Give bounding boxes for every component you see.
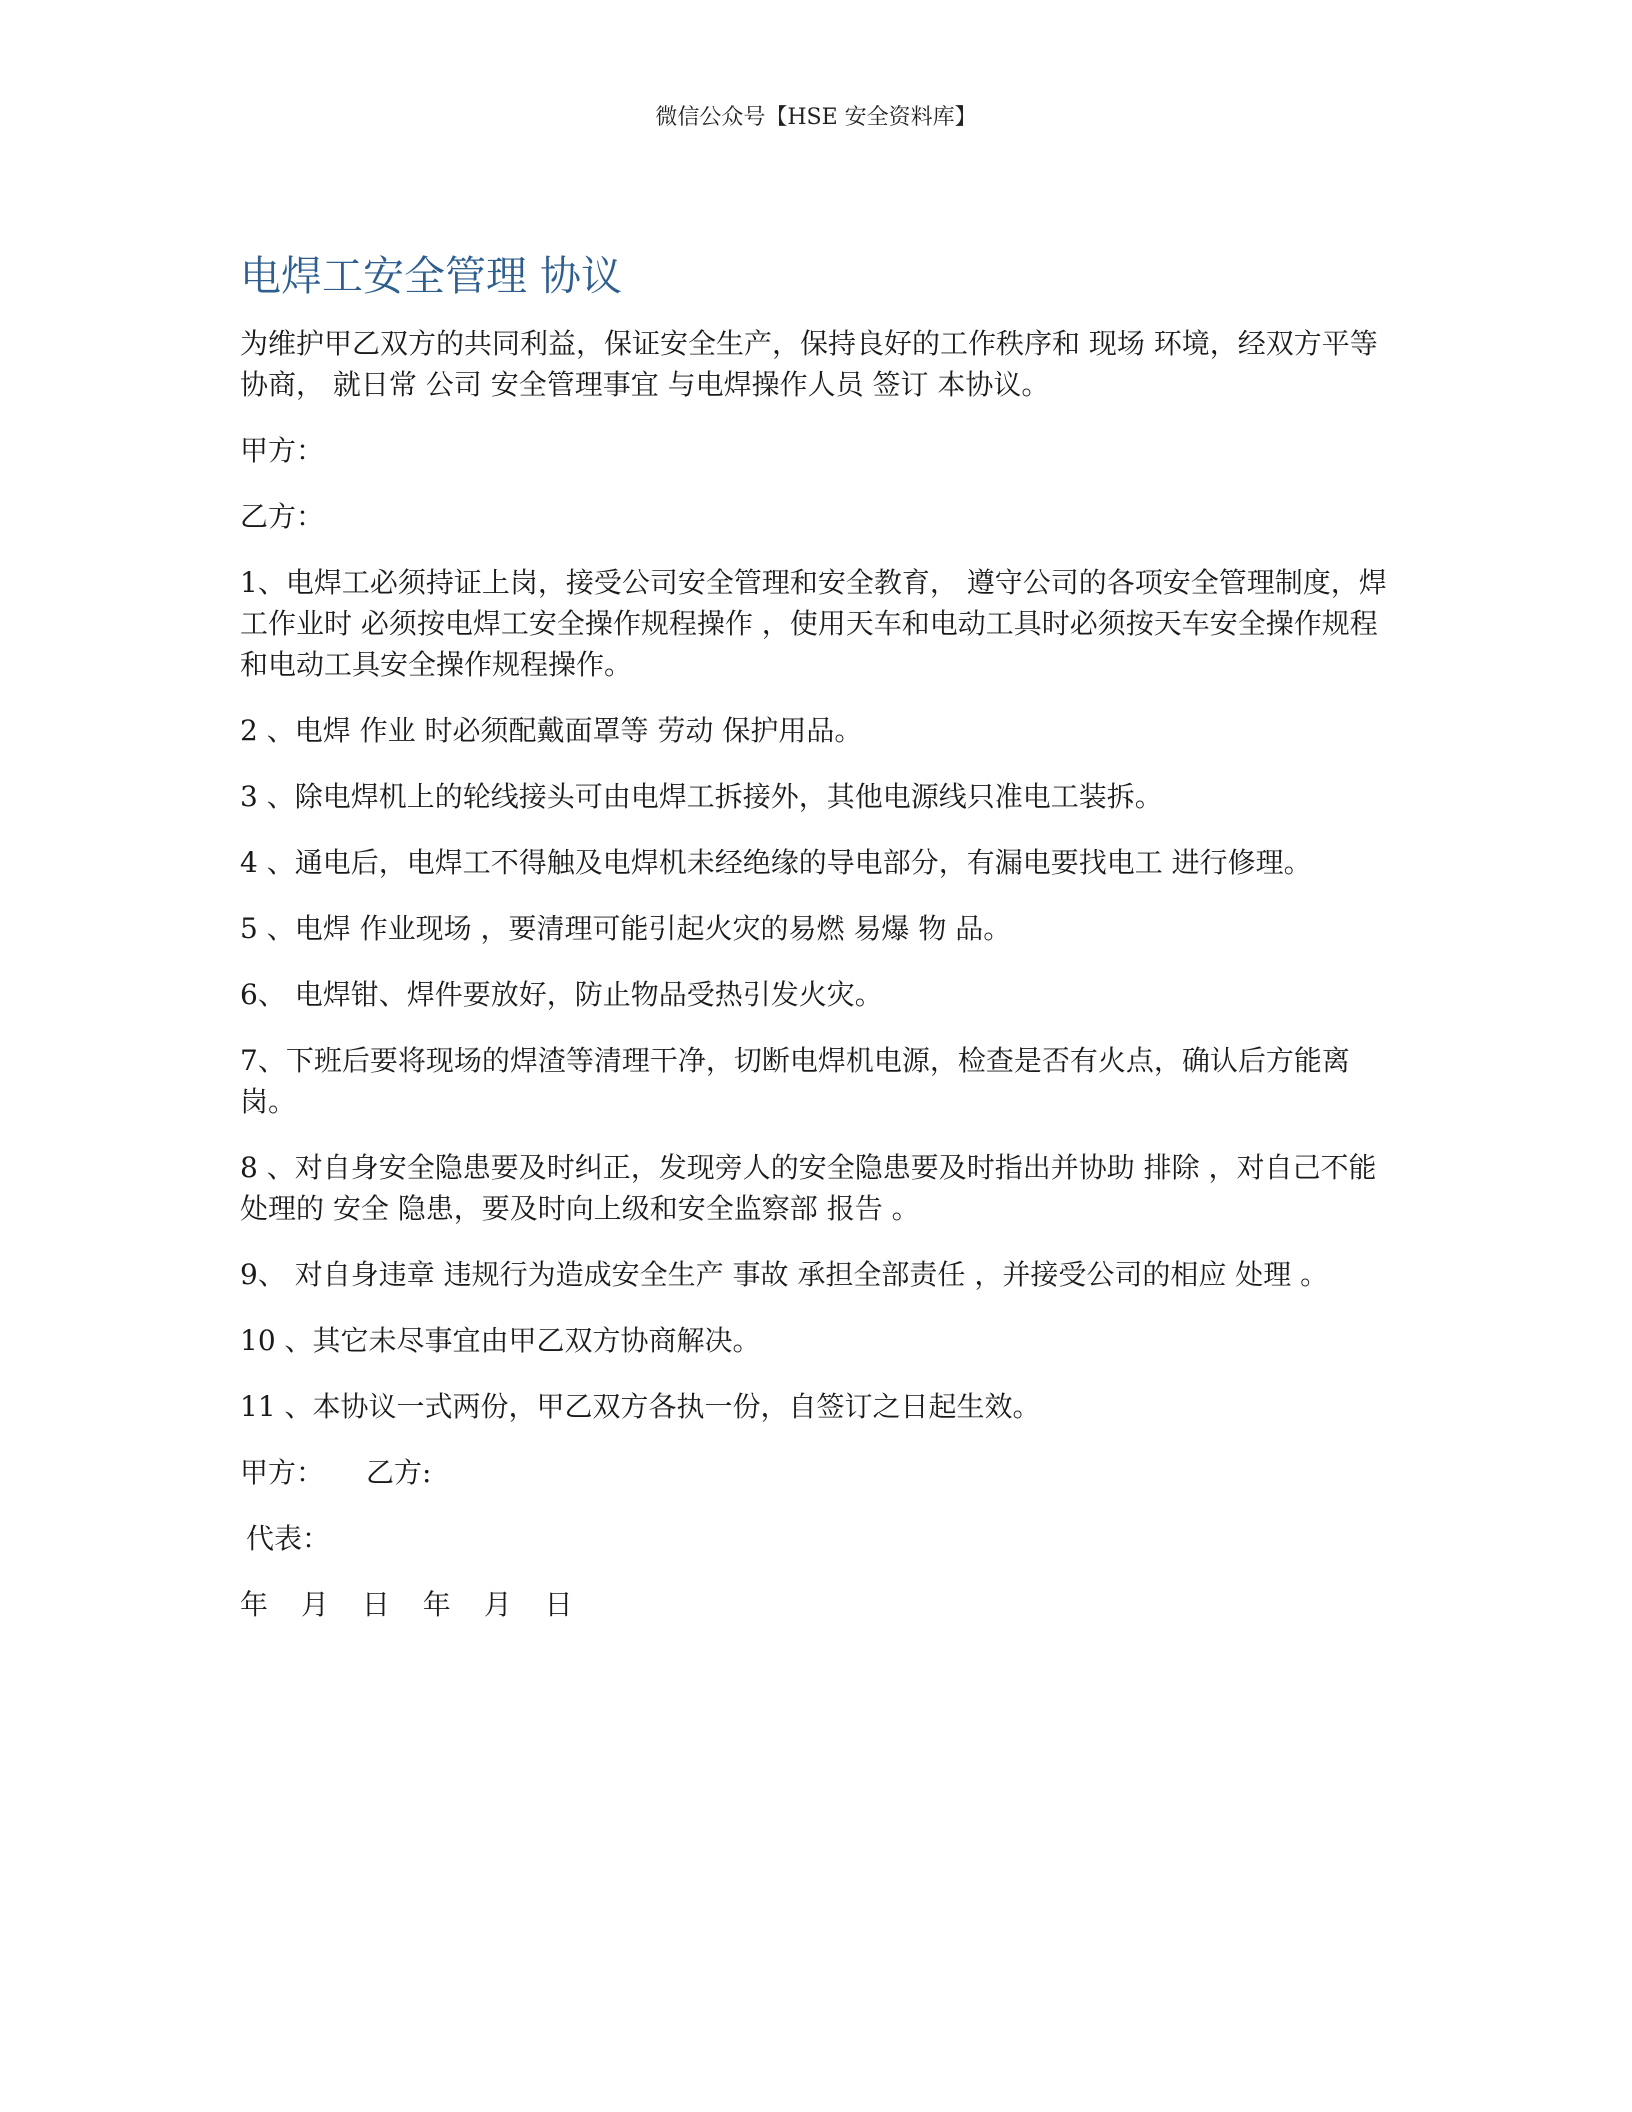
clause-6: 6、 电焊钳、焊件要放好，防止物品受热引发火灾。 bbox=[240, 978, 883, 1012]
clause-10: 10 、其它未尽事宜由甲乙双方协商解决。 bbox=[240, 1324, 761, 1358]
clause-11: 11 、本协议一式两份，甲乙双方各执一份，自签订之日起生效。 bbox=[240, 1390, 1041, 1424]
clause-1: 1、电焊工必须持证上岗，接受公司安全管理和安全教育， 遵守公司的各项安全管理制度，焊工作业时 必须按电焊工安全操作规程操作 ，使用天车和电动工具时必须按天车安全操作规程和电动工具安全操作规程操作。 bbox=[240, 566, 1387, 682]
clause-9: 9、 对自身违章 违规行为造成安全生产 事故 承担全部责任 ，并接受公司的相应 处理 。 bbox=[240, 1258, 1329, 1292]
date-year-b: 年 bbox=[422, 1588, 451, 1622]
clause-5: 5 、电焊 作业现场 ，要清理可能引起火灾的易燃 易爆 物 品。 bbox=[240, 912, 1012, 946]
signature-party-a-label: 甲方： bbox=[240, 1456, 325, 1490]
party-b-label: 乙方： bbox=[240, 500, 325, 534]
clause-2: 2 、电焊 作业 时必须配戴面罩等 劳动 保护用品。 bbox=[240, 714, 863, 748]
signature-representative: 代表： bbox=[246, 1522, 331, 1556]
signature-party-b-label: 乙方: bbox=[366, 1456, 432, 1490]
date-month-b: 月 bbox=[483, 1588, 512, 1622]
intro-paragraph: 为维护甲乙双方的共同利益，保证安全生产，保持良好的工作秩序和 现场 环境，经双方平等协商， 就日常 公司 安全管理事宜 与电焊操作人员 签订 本协议。 bbox=[240, 327, 1378, 402]
clause-4: 4 、通电后，电焊工不得触及电焊机未经绝缘的导电部分，有漏电要找电工 进行修理。 bbox=[240, 846, 1312, 880]
date-year-a: 年 bbox=[240, 1588, 269, 1622]
party-a-label: 甲方： bbox=[240, 434, 325, 468]
signature-parties bbox=[240, 1452, 1392, 1493]
document-title: 电焊工安全管理 协议 bbox=[240, 252, 623, 300]
clause-8: 8 、对自身安全隐患要及时纠正，发现旁人的安全隐患要及时指出并协助 排除 ，对自己不能处理的 安全 隐患，要及时向上级和安全监察部 报告 。 bbox=[240, 1151, 1377, 1226]
date-day-a: 日 bbox=[361, 1588, 390, 1622]
clause-3: 3 、除电焊机上的轮线接头可由电焊工拆接外，其他电源线只准电工装拆。 bbox=[240, 780, 1163, 814]
clause-7: 7、下班后要将现场的焊渣等清理干净，切断电焊机电源，检查是否有火点，确认后方能离岗。 bbox=[240, 1044, 1350, 1119]
date-day-b: 日 bbox=[544, 1588, 573, 1622]
date-month-a: 月 bbox=[300, 1588, 329, 1622]
signature-dates bbox=[240, 1584, 1392, 1625]
document-body bbox=[240, 248, 1392, 1650]
page-header: 微信公众号【HSE 安全资料库】 bbox=[655, 105, 977, 130]
